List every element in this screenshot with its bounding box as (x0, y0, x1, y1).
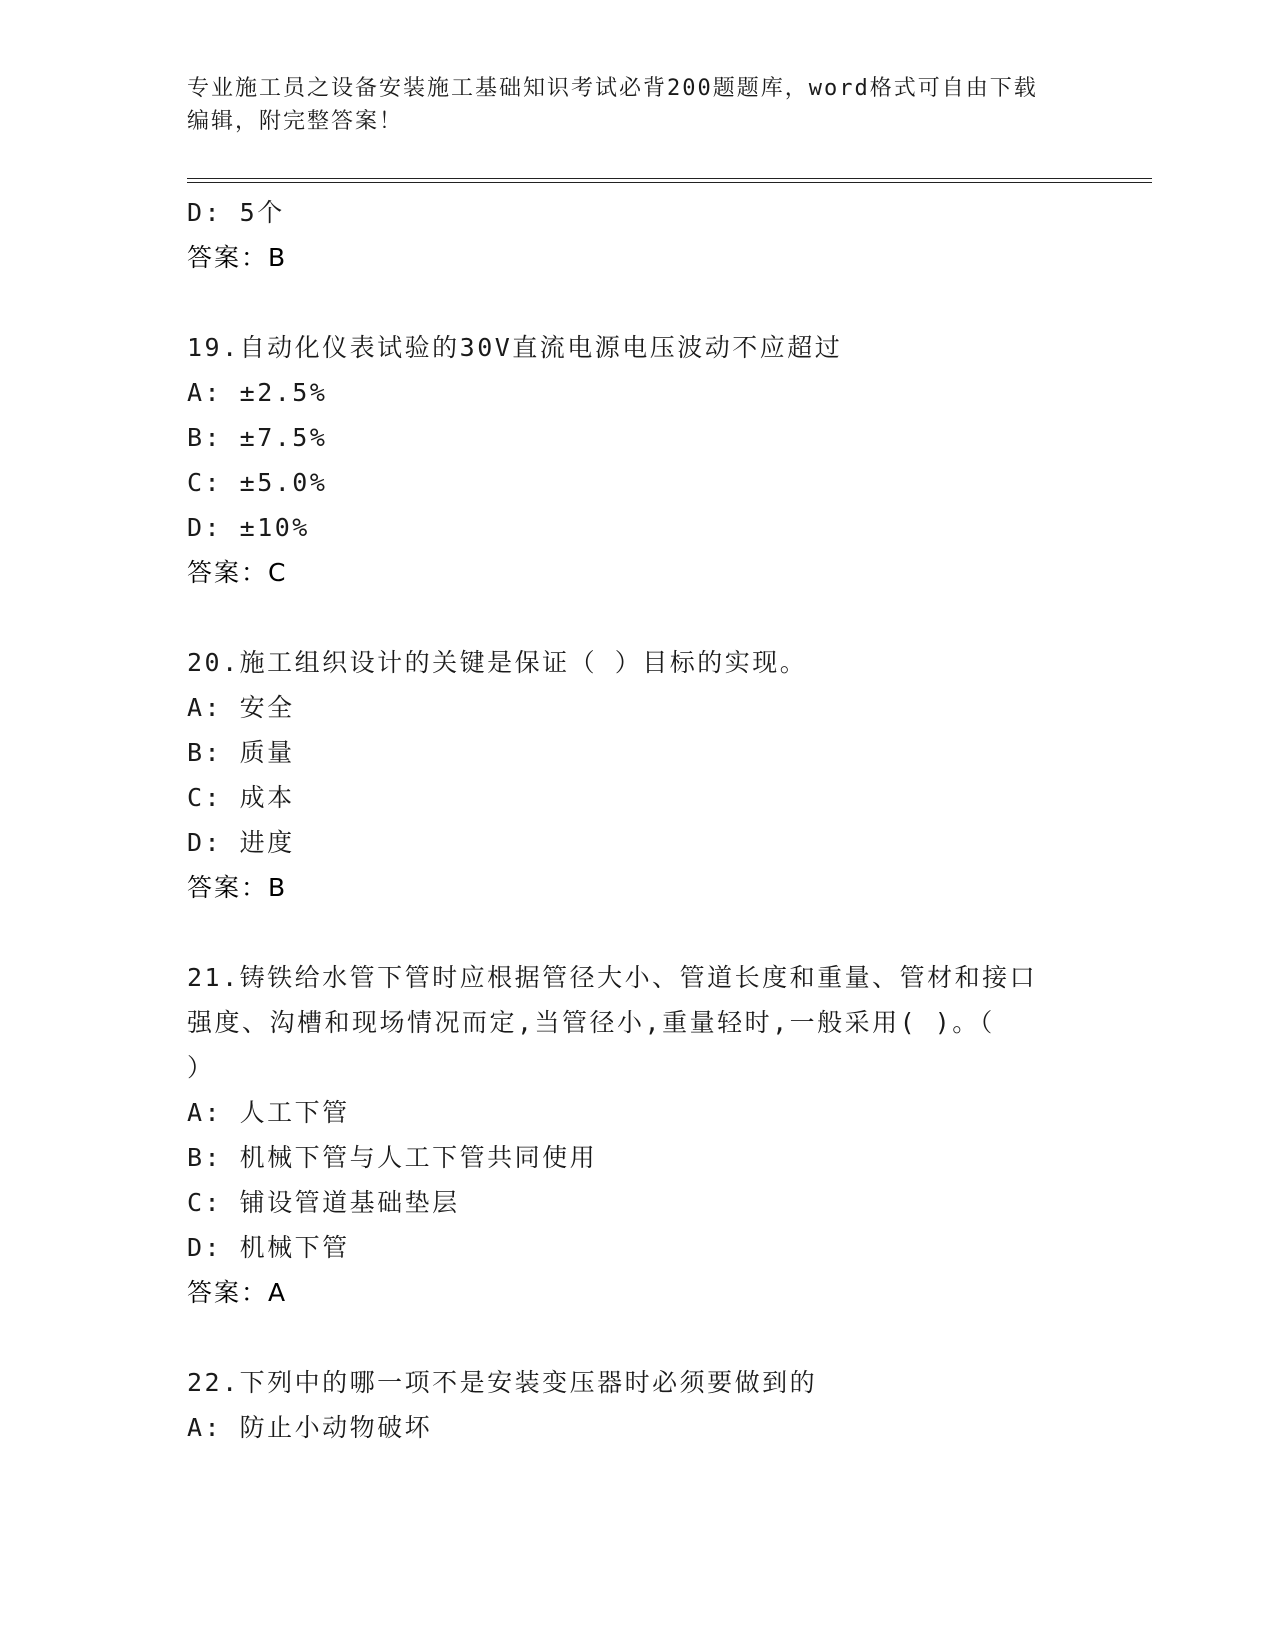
question-stem: 19.自动化仪表试验的30V直流电源电压波动不应超过 (187, 333, 843, 362)
question-20 (187, 640, 1087, 910)
header-divider (187, 178, 1152, 183)
question-stem-line-3: ） (187, 1053, 215, 1082)
option-a: A: 防止小动物破坏 (187, 1413, 433, 1442)
answer-line: 答案：B (187, 873, 288, 902)
option-a: A: ±2.5% (187, 378, 328, 407)
spacer (187, 1315, 1087, 1360)
option-d: D: 进度 (187, 828, 295, 857)
option-c: C: 成本 (187, 783, 295, 812)
spacer (187, 595, 1087, 640)
question-stem-line-2: 强度、沟槽和现场情况而定,当管径小,重量轻时,一般采用( )。（ (187, 1008, 995, 1037)
question-stem-line-1: 21.铸铁给水管下管时应根据管径大小、管道长度和重量、管材和接口 (187, 963, 1038, 992)
option-d: D: ±10% (187, 513, 310, 542)
spacer (187, 280, 1087, 325)
option-a: A: 安全 (187, 693, 295, 722)
answer-line: 答案：B (187, 243, 288, 272)
question-21 (187, 955, 1087, 1315)
question-stem: 20.施工组织设计的关键是保证（ ）目标的实现。 (187, 648, 808, 677)
option-c: C: ±5.0% (187, 468, 328, 497)
option-a: A: 人工下管 (187, 1098, 350, 1127)
header-line-1: 专业施工员之设备安装施工基础知识考试必背200题题库，word格式可自由下载 (187, 76, 1038, 101)
question-19 (187, 325, 1087, 595)
answer-line: 答案：A (187, 1278, 288, 1307)
answer-line: 答案：C (187, 558, 288, 587)
header-line-2: 编辑，附完整答案！ (187, 109, 404, 134)
question-22 (187, 1360, 1087, 1450)
option-b: B: ±7.5% (187, 423, 328, 452)
option-b: B: 机械下管与人工下管共同使用 (187, 1143, 598, 1172)
option-d: D: 机械下管 (187, 1233, 350, 1262)
question-stem: 22.下列中的哪一项不是安装变压器时必须要做到的 (187, 1368, 818, 1397)
option-c: C: 铺设管道基础垫层 (187, 1188, 460, 1217)
question-list (187, 190, 1087, 1450)
spacer (187, 910, 1087, 955)
document-header (187, 72, 1087, 138)
option-b: B: 质量 (187, 738, 295, 767)
option-d: D: 5个 (187, 198, 285, 227)
